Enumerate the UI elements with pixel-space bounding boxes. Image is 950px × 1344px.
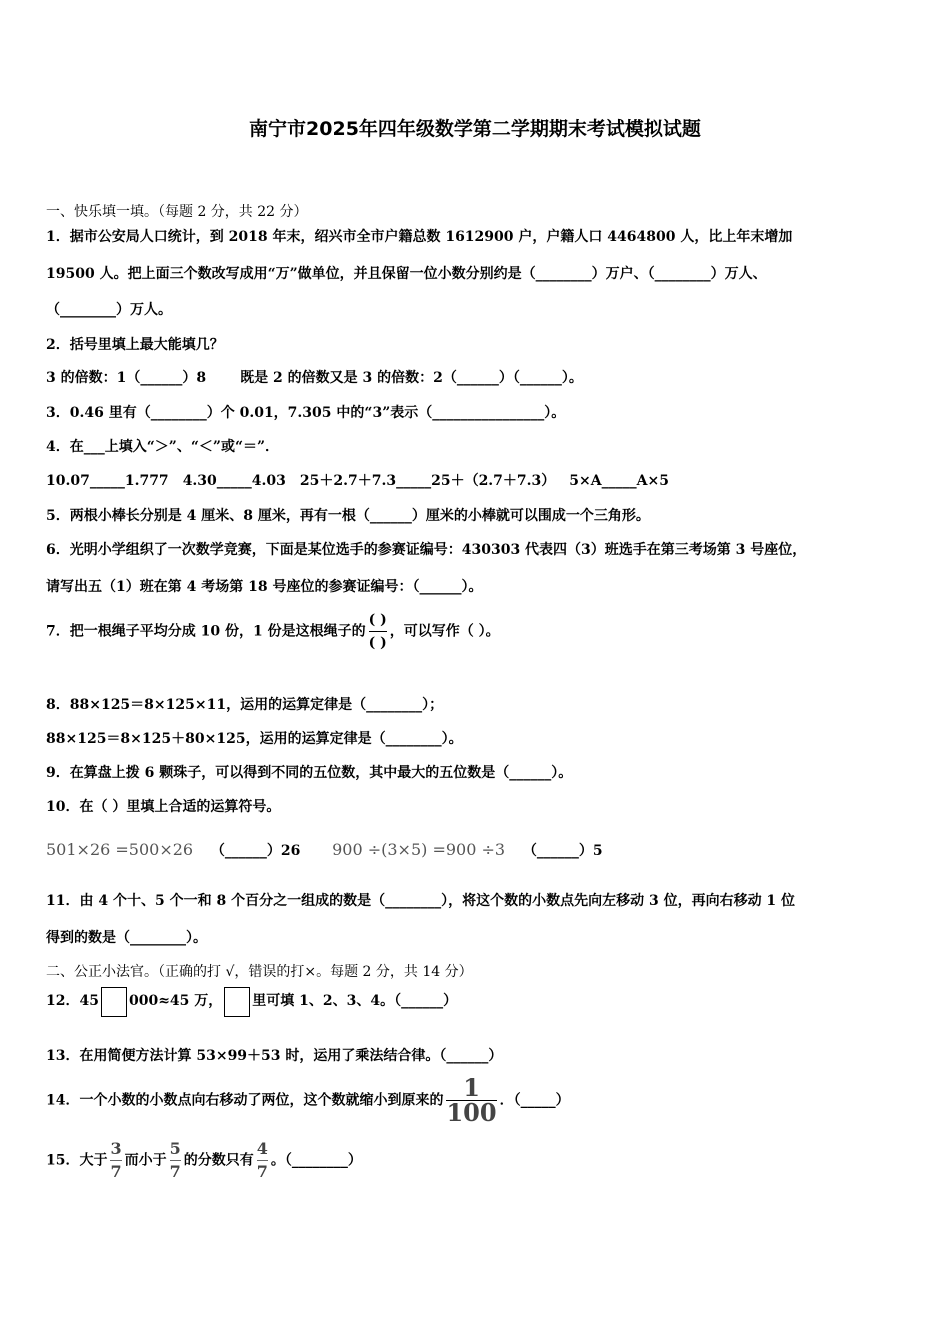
question-15-text: 15．大于 [46,1152,108,1169]
question-15-tail: 。（________） [270,1152,362,1169]
fraction-denominator: 7 [169,1162,181,1181]
fraction-denominator: ( ) [368,635,387,651]
question-14 [46,1073,570,1127]
question-6-line-1: 6．光明小学组织了一次数学竞赛，下面是某位选手的参赛证编号：430303 代表四（3）班选手在第三考场第 3 号座位， [46,542,807,558]
question-2-part-a: 3 的倍数：1（______）8 [46,370,207,386]
question-10-line-1: 10．在（ ）里填上合适的运算符号。 [46,799,281,815]
question-7-text: 7．把一根绳子平均分成 10 份，1 份是这根绳子的 [46,623,366,640]
question-14-tail: ．（_____） [499,1092,570,1109]
answer-box [101,987,127,1017]
question-2-part-b: 既是 2 的倍数又是 3 的倍数：2（______）（______）。 [240,370,583,386]
question-12-tail: 里可填 1、2、3、4。（______） [252,993,458,1009]
fraction-numerator: ( ) [368,612,387,628]
question-12-text: 12．45 [46,993,99,1009]
question-10-blank-2: （______）5 [522,843,603,859]
question-5: 5．两根小棒长分别是 4 厘米、8 厘米，再有一根（______）厘米的小棒就可以围成一个三角形。 [46,508,650,524]
question-3: 3．0.46 里有（________）个 0.01，7.305 中的“3”表示（________________）。 [46,405,566,421]
question-12-middle: 000≈45 万， [128,993,223,1009]
question-13: 13．在用简便方法计算 53×99＋53 时，运用了乘法结合律。（______） [46,1048,503,1064]
answer-box [224,987,250,1017]
fraction-numerator: 4 [256,1139,268,1158]
question-10-blank-1: （______）26 [210,843,301,859]
question-11-line-1: 11．由 4 个十、5 个一和 8 个百分之一组成的数是（________），将这个数的小数点先向左移动 3 位，再向右移动 1 位 [46,893,796,909]
question-12 [46,985,457,1017]
question-1-line-2: 19500 人。把上面三个数改写成用“万”做单位，并且保留一位小数分别约是（________）万户、（________）万人、 [46,266,767,282]
fraction-one-hundredth [446,1073,497,1127]
question-8-line-1: 8．88×125＝8×125×11，运用的运算定律是（________）； [46,697,444,713]
question-15-middle-1: 而小于 [124,1152,167,1169]
expression-2: 900 ÷(3×5) =900 ÷3 [332,840,506,859]
question-15 [46,1138,362,1183]
page-title: 南宁市2025年四年级数学第二学期期末考试模拟试题 [249,118,701,140]
fraction-denominator: 100 [446,1098,497,1127]
section-heading-2: 二、公正小法官。（正确的打 √，错误的打×。每题 2 分，共 14 分） [46,964,473,980]
question-15-middle-2: 的分数只有 [183,1152,254,1169]
expression-1: 501×26 =500×26 [46,840,194,859]
fraction-numerator: 1 [463,1073,480,1102]
question-14-text: 14．一个小数的小数点向右移动了两位，这个数就缩小到原来的 [46,1092,444,1109]
question-4-part-a: 10.07_____1.777 [46,473,169,489]
question-4-line-1: 4．在___上填入“＞”、“＜”或“＝”． [46,439,280,455]
fraction-denominator: 7 [110,1162,122,1181]
fraction-blank [369,609,387,654]
question-4-part-c: 25＋2.7＋7.3_____25＋（2.7＋7.3） [299,473,556,489]
fraction-five-sevenths [170,1138,181,1183]
question-2-line-2 [46,368,583,388]
question-1-line-3: （________）万人。 [46,302,172,318]
fraction-three-sevenths [110,1138,121,1183]
question-11-line-2: 得到的数是（________）。 [46,930,207,946]
question-10-line-2 [46,838,603,863]
question-1-line-1: 1．据市公安局人口统计，到 2018 年末，绍兴市全市户籍总数 1612900 户，户籍人口 4464800 人，比上年末增加 [46,229,793,245]
question-7-tail: ，可以写作（ ）。 [389,623,500,640]
question-8-line-2: 88×125＝8×125＋80×125，运用的运算定律是（________）。 [46,731,463,747]
question-6-line-2: 请写出五（1）班在第 4 考场第 18 号座位的参赛证编号：（______）。 [46,579,483,595]
question-4-part-b: 4.30_____4.03 [182,473,286,489]
question-4-line-2 [46,471,669,491]
question-7 [46,609,500,654]
fraction-numerator: 5 [169,1139,181,1158]
question-4-part-d: 5×A_____A×5 [569,473,669,489]
section-heading-1: 一、快乐填一填。（每题 2 分，共 22 分） [46,204,308,220]
question-9: 9．在算盘上拨 6 颗珠子，可以得到不同的五位数，其中最大的五位数是（______）。 [46,765,573,781]
fraction-denominator: 7 [256,1162,268,1181]
fraction-numerator: 3 [110,1139,122,1158]
fraction-four-sevenths [257,1138,268,1183]
question-2-line-1: 2．括号里填上最大能填几？ [46,337,224,353]
